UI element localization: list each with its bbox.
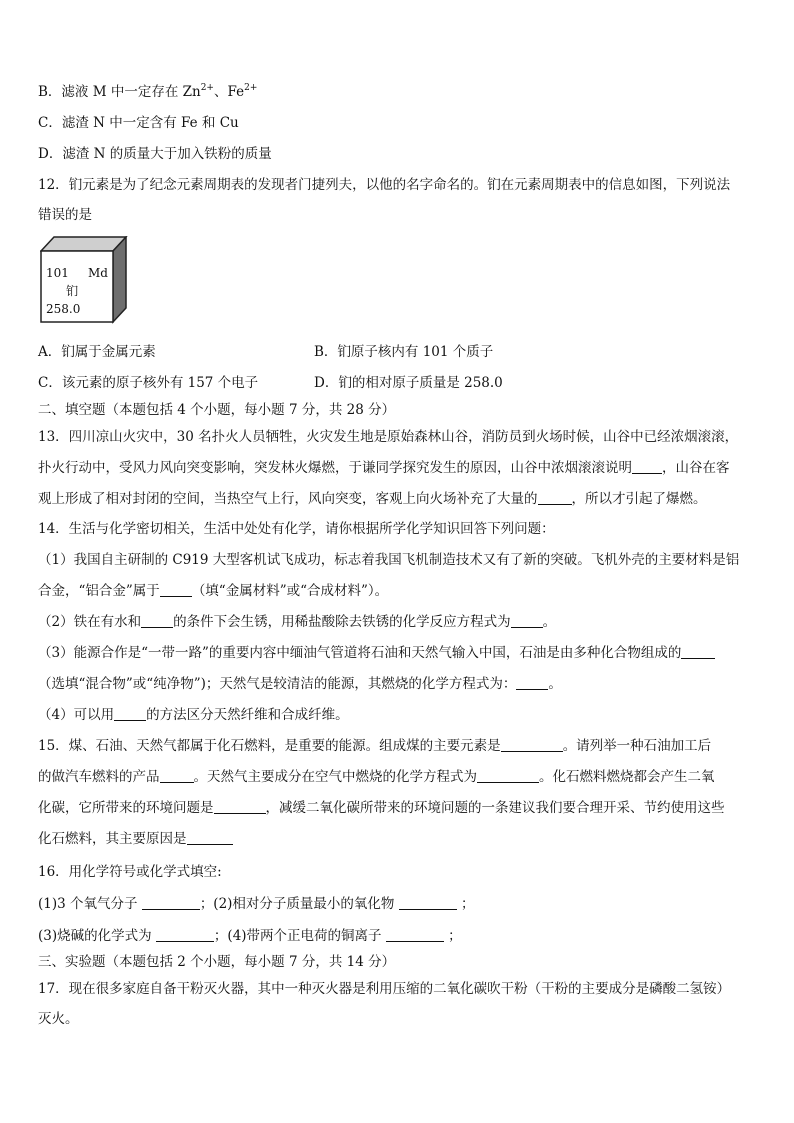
option-b-text: B．滤液 M 中一定存在 Zn [38, 84, 201, 100]
answer-blank[interactable] [386, 927, 444, 942]
q16-text-1: (1)3 个氧气分子 [38, 896, 138, 912]
question-15-line2 [38, 768, 758, 786]
q13-text-4: ，所以才引起了爆燃。 [571, 491, 707, 507]
question-16-intro: 16．用化学符号或化学式填空: [38, 864, 222, 880]
q15-text-2: 。请列举一种石油加工后 [562, 738, 712, 754]
answer-blank[interactable] [516, 675, 548, 690]
section-3-heading: 三、实验题（本题包括 2 个小题，每小题 7 分，共 14 分） [38, 954, 396, 970]
q14-part1-line2 [38, 582, 758, 600]
fe-charge: 2+ [244, 83, 258, 93]
atomic-number: 101 [46, 266, 69, 280]
question-15-line4 [38, 830, 758, 848]
q14-4-text: （4）可以用 [38, 707, 115, 723]
question-13-line2 [38, 459, 758, 477]
question-17-line2: 灭火。 [38, 1011, 79, 1027]
q15-text-7: ，减缓二氧化碳所带来的环境问题的一条建议我们要合理开采、节约使用这些 [265, 800, 725, 816]
option-b-line [38, 83, 758, 101]
option-d-line: D．滤渣 N 的质量大于加入铁粉的质量 [38, 146, 272, 162]
question-15-line1 [38, 737, 758, 755]
question-17-line1: 17．现在很多家庭自备干粉灭火器，其中一种灭火器是利用压缩的二氧化碳吹干粉（干粉的主要成分是磷酸二氢铵） [38, 981, 731, 997]
q16-line2 [38, 927, 758, 945]
q13-text-2: ，山谷在客 [662, 460, 730, 476]
answer-blank[interactable] [114, 706, 146, 721]
q14-3-text-3: 。 [548, 676, 562, 692]
q14-part3-line2 [38, 675, 758, 693]
q16-text-5: ；(4)带两个正电荷的铜离子 [213, 928, 382, 944]
answer-blank[interactable] [142, 895, 200, 910]
answer-blank[interactable] [477, 768, 539, 783]
q14-4-text-2: 的方法区分天然纤维和合成纤维。 [146, 707, 349, 723]
answer-blank[interactable] [538, 490, 572, 505]
q14-1-text: 合金，“铝合金”属于 [38, 583, 160, 599]
section-2-heading: 二、填空题（本题包括 4 个小题，每小题 7 分，共 28 分） [38, 402, 396, 418]
answer-blank[interactable] [214, 799, 266, 814]
q12-option-d: D．钔的相对原子质量是 258.0 [314, 375, 503, 391]
answer-blank[interactable] [187, 830, 233, 845]
answer-blank[interactable] [399, 895, 457, 910]
q12-option-a: A．钔属于金属元素 [38, 344, 156, 360]
q12-option-b: B．钔原子核内有 101 个质子 [314, 344, 494, 360]
q13-text-3: 观上形成了相对封闭的空间，当热空气上行，风向突变，客观上向火场补充了大量的 [38, 491, 538, 507]
question-12-line2: 错误的是 [38, 207, 92, 223]
answer-blank[interactable] [511, 613, 543, 628]
answer-blank[interactable] [501, 737, 563, 752]
q16-text-4: (3)烧碱的化学式为 [38, 928, 152, 944]
atomic-mass: 258.0 [46, 302, 81, 316]
answer-blank[interactable] [156, 927, 214, 942]
q14-part2 [38, 613, 758, 631]
q16-text-6: ； [448, 928, 462, 944]
zn-charge: 2+ [200, 83, 214, 93]
q16-text-2: ；(2)相对分子质量最小的氧化物 [199, 896, 395, 912]
q14-part1-line1: （1）我国自主研制的 C919 大型客机试飞成功，标志着我国飞机制造技术又有了新的突破。飞机外壳的主要材料是铝 [38, 552, 740, 568]
q15-text-3: 的做汽车燃料的产品 [38, 769, 160, 785]
element-symbol: Md [88, 266, 108, 280]
q14-2-text-2: 的条件下会生锈，用稀盐酸除去铁锈的化学反应方程式为 [173, 614, 511, 630]
q13-text-1: 扑火行动中，受风力风向突变影响，突发林火爆燃，于谦同学探究发生的原因，山谷中浓烟滚滚说明 [38, 460, 632, 476]
element-name: 钔 [66, 284, 79, 298]
answer-blank[interactable] [632, 459, 662, 474]
question-14-intro: 14．生活与化学密切相关，生活中处处有化学，请你根据所学化学知识回答下列问题： [38, 521, 555, 537]
element-card-figure [40, 236, 130, 326]
answer-blank[interactable] [160, 768, 194, 783]
q14-3-text-2: （选填“混合物”或“纯净物”)；天然气是较清洁的能源，其燃烧的化学方程式为： [38, 676, 517, 692]
q14-3-text: （3）能源合作是“一带一路”的重要内容中缅油气管道将石油和天然气输入中国，石油是由多种化合物组成的 [38, 645, 682, 661]
q15-text-5: 。化石燃料燃烧都会产生二氧 [539, 769, 715, 785]
option-b-mid: 、Fe [213, 84, 245, 100]
answer-blank[interactable] [681, 644, 715, 659]
q16-line1 [38, 895, 758, 913]
q15-text-6: 化碳，它所带来的环境问题是 [38, 800, 214, 816]
question-13-line1: 13．四川凉山火灾中，30 名扑火人员牺牲，火灾发生地是原始森林山谷，消防员到火场时候，山谷中已经浓烟滚滚， [38, 429, 739, 445]
option-c-line: C．滤渣 N 中一定含有 Fe 和 Cu [38, 115, 239, 131]
q15-text-4: 。天然气主要成分在空气中燃烧的化学方程式为 [193, 769, 477, 785]
q14-part4 [38, 706, 758, 724]
q15-text-1: 15．煤、石油、天然气都属于化石燃料，是重要的能源。组成煤的主要元素是 [38, 738, 501, 754]
q14-part3-line1 [38, 644, 758, 662]
answer-blank[interactable] [160, 582, 192, 597]
answer-blank[interactable] [141, 613, 173, 628]
q16-text-3: ； [461, 896, 475, 912]
q12-option-c: C．该元素的原子核外有 157 个电子 [38, 375, 259, 391]
question-13-line3 [38, 490, 758, 508]
q14-2-text-3: 。 [542, 614, 557, 630]
q14-2-text: （2）铁在有水和 [38, 614, 142, 630]
question-15-line3 [38, 799, 758, 817]
q15-text-8: 化石燃料，其主要原因是 [38, 831, 187, 847]
q14-1-text-2: （填“金属材料”或“合成材料”）。 [191, 583, 389, 599]
question-12-line1: 12．钔元素是为了纪念元素周期表的发现者门捷列夫，以他的名字命名的。钔在元素周期表中的信息如图，下列说法 [38, 177, 731, 193]
